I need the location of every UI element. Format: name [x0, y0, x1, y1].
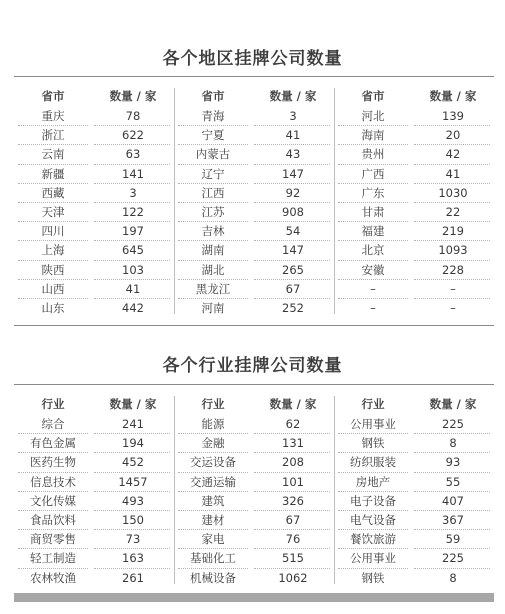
- row-count-cell: 122: [92, 203, 174, 222]
- row-count-cell: 261: [122, 570, 144, 585]
- table-column-group: [174, 86, 334, 318]
- row-name-cell: 食品饮料: [14, 511, 92, 530]
- row-name-cell: 电子设备: [334, 492, 412, 511]
- table-column-group: [334, 86, 494, 318]
- row-count-cell: 63: [92, 145, 174, 164]
- row-name-cell: 医药生物: [14, 453, 92, 472]
- row-count-cell: 225: [412, 549, 494, 568]
- row-name-cell: 餐饮旅游: [334, 530, 412, 549]
- row-name-cell: 轻工制造: [14, 549, 92, 568]
- row-name-cell: 江西: [174, 184, 252, 203]
- row-name-cell: 湖北: [174, 261, 252, 280]
- row-name-cell: 云南: [14, 145, 92, 164]
- row-count-cell: 219: [412, 222, 494, 241]
- row-name-cell: 电气设备: [334, 511, 412, 530]
- column-header-name: 省市: [41, 89, 65, 103]
- row-name-cell: 西藏: [14, 184, 92, 203]
- row-name-cell: –: [334, 280, 412, 299]
- table-column-group: [174, 394, 334, 588]
- count-column: [92, 86, 174, 318]
- count-column: [412, 394, 494, 588]
- row-name-cell: 河北: [334, 107, 412, 126]
- row-count-cell: 103: [92, 261, 174, 280]
- column-header-count: 数量 / 家: [429, 89, 477, 103]
- region-table-title: 各个地区挂牌公司数量: [162, 49, 343, 69]
- row-name-cell: 江苏: [174, 203, 252, 222]
- row-name-cell: 陕西: [14, 261, 92, 280]
- row-name-cell: 家电: [174, 530, 252, 549]
- name-column: [334, 86, 412, 318]
- row-name-cell: 福建: [334, 222, 412, 241]
- name-column: [14, 394, 92, 588]
- row-count-cell: 67: [252, 280, 334, 299]
- row-name-cell: 四川: [14, 222, 92, 241]
- row-count-cell: 73: [92, 530, 174, 549]
- row-count-cell: 1030: [412, 184, 494, 203]
- row-name-cell: 山西: [14, 280, 92, 299]
- row-count-cell: 452: [92, 453, 174, 472]
- row-name-cell: 建材: [174, 511, 252, 530]
- row-count-cell: 197: [92, 222, 174, 241]
- row-name-cell: 湖南: [174, 241, 252, 260]
- name-column: [334, 394, 412, 588]
- industry-table: [14, 394, 494, 588]
- row-name-cell: 内蒙古: [174, 145, 252, 164]
- column-header-count: 数量 / 家: [109, 397, 157, 411]
- title-underline: [14, 384, 494, 385]
- row-count-cell: 622: [92, 126, 174, 145]
- row-name-cell: 广西: [334, 165, 412, 184]
- row-count-cell: 8: [449, 570, 457, 585]
- row-name-cell: 黑龙江: [174, 280, 252, 299]
- row-name-cell: 信息技术: [14, 473, 92, 492]
- row-count-cell: 645: [92, 241, 174, 260]
- column-header-count: 数量 / 家: [429, 397, 477, 411]
- column-header-name: 行业: [201, 397, 225, 411]
- region-table: [14, 86, 494, 318]
- row-count-cell: 67: [252, 511, 334, 530]
- count-column: [252, 394, 334, 588]
- row-count-cell: 22: [412, 203, 494, 222]
- row-count-cell: 326: [252, 492, 334, 511]
- row-name-cell: 建筑: [174, 492, 252, 511]
- row-name-cell: 综合: [14, 415, 92, 434]
- footer-bar: [14, 593, 494, 602]
- row-count-cell: 101: [252, 473, 334, 492]
- row-count-cell: 55: [412, 473, 494, 492]
- row-name-cell: 重庆: [14, 107, 92, 126]
- row-count-cell: 1093: [412, 241, 494, 260]
- row-count-cell: 228: [412, 261, 494, 280]
- row-name-cell: 钢铁: [361, 570, 385, 585]
- row-count-cell: 1062: [278, 570, 308, 585]
- row-count-cell: 194: [92, 434, 174, 453]
- row-count-cell: 131: [252, 434, 334, 453]
- row-name-cell: 上海: [14, 241, 92, 260]
- row-count-cell: 493: [92, 492, 174, 511]
- row-count-cell: 252: [282, 300, 304, 315]
- row-name-cell: 宁夏: [174, 126, 252, 145]
- table-bottom-rule: [14, 325, 494, 326]
- row-count-cell: 225: [412, 415, 494, 434]
- row-count-cell: 141: [92, 165, 174, 184]
- column-header-name: 行业: [361, 397, 385, 411]
- row-count-cell: 78: [92, 107, 174, 126]
- row-name-cell: –: [370, 300, 376, 315]
- row-count-cell: 41: [412, 165, 494, 184]
- row-name-cell: 有色金属: [14, 434, 92, 453]
- column-header-count: 数量 / 家: [269, 397, 317, 411]
- row-name-cell: 浙江: [14, 126, 92, 145]
- row-name-cell: 文化传媒: [14, 492, 92, 511]
- row-count-cell: 42: [412, 145, 494, 164]
- row-name-cell: 新疆: [14, 165, 92, 184]
- row-count-cell: 41: [92, 280, 174, 299]
- row-count-cell: 147: [252, 241, 334, 260]
- row-name-cell: 山东: [41, 300, 65, 315]
- row-count-cell: 442: [122, 300, 144, 315]
- row-name-cell: 吉林: [174, 222, 252, 241]
- row-count-cell: 20: [412, 126, 494, 145]
- row-count-cell: 76: [252, 530, 334, 549]
- row-name-cell: 钢铁: [334, 434, 412, 453]
- row-count-cell: 54: [252, 222, 334, 241]
- row-name-cell: 交通运输: [174, 473, 252, 492]
- row-name-cell: 机械设备: [190, 570, 236, 585]
- row-count-cell: 163: [92, 549, 174, 568]
- row-count-cell: 41: [252, 126, 334, 145]
- row-count-cell: 241: [92, 415, 174, 434]
- row-count-cell: 139: [412, 107, 494, 126]
- table-column-group: [14, 86, 174, 318]
- row-name-cell: 纺织服装: [334, 453, 412, 472]
- row-count-cell: 908: [252, 203, 334, 222]
- row-count-cell: 59: [412, 530, 494, 549]
- row-count-cell: 8: [412, 434, 494, 453]
- row-name-cell: 金融: [174, 434, 252, 453]
- row-count-cell: 3: [252, 107, 334, 126]
- row-name-cell: 北京: [334, 241, 412, 260]
- table-column-group: [14, 394, 174, 588]
- row-name-cell: 辽宁: [174, 165, 252, 184]
- row-name-cell: 甘肃: [334, 203, 412, 222]
- count-column: [92, 394, 174, 588]
- row-count-cell: 92: [252, 184, 334, 203]
- row-name-cell: 公用事业: [334, 415, 412, 434]
- column-header-name: 行业: [41, 397, 65, 411]
- row-count-cell: 265: [252, 261, 334, 280]
- row-count-cell: 407: [412, 492, 494, 511]
- row-name-cell: 安徽: [334, 261, 412, 280]
- row-count-cell: –: [450, 300, 456, 315]
- row-name-cell: 青海: [174, 107, 252, 126]
- row-count-cell: 93: [412, 453, 494, 472]
- column-header-count: 数量 / 家: [269, 89, 317, 103]
- count-column: [412, 86, 494, 318]
- row-count-cell: 515: [252, 549, 334, 568]
- row-count-cell: 43: [252, 145, 334, 164]
- row-count-cell: –: [412, 280, 494, 299]
- row-name-cell: 基础化工: [174, 549, 252, 568]
- row-count-cell: 147: [252, 165, 334, 184]
- row-name-cell: 交运设备: [174, 453, 252, 472]
- row-name-cell: 广东: [334, 184, 412, 203]
- name-column: [14, 86, 92, 318]
- industry-table-title: 各个行业挂牌公司数量: [162, 356, 343, 376]
- row-name-cell: 商贸零售: [14, 530, 92, 549]
- row-name-cell: 房地产: [334, 473, 412, 492]
- row-name-cell: 能源: [174, 415, 252, 434]
- row-count-cell: 367: [412, 511, 494, 530]
- row-count-cell: 150: [92, 511, 174, 530]
- column-header-name: 省市: [361, 89, 385, 103]
- row-name-cell: 贵州: [334, 145, 412, 164]
- name-column: [174, 86, 252, 318]
- name-column: [174, 394, 252, 588]
- table-column-group: [334, 394, 494, 588]
- row-name-cell: 海南: [334, 126, 412, 145]
- row-name-cell: 公用事业: [334, 549, 412, 568]
- row-name-cell: 河南: [201, 300, 225, 315]
- column-header-name: 省市: [201, 89, 225, 103]
- column-header-count: 数量 / 家: [109, 89, 157, 103]
- title-underline: [14, 76, 494, 77]
- count-column: [252, 86, 334, 318]
- row-count-cell: 62: [252, 415, 334, 434]
- row-count-cell: 3: [92, 184, 174, 203]
- row-count-cell: 208: [252, 453, 334, 472]
- row-count-cell: 1457: [92, 473, 174, 492]
- row-name-cell: 天津: [14, 203, 92, 222]
- row-name-cell: 农林牧渔: [30, 570, 76, 585]
